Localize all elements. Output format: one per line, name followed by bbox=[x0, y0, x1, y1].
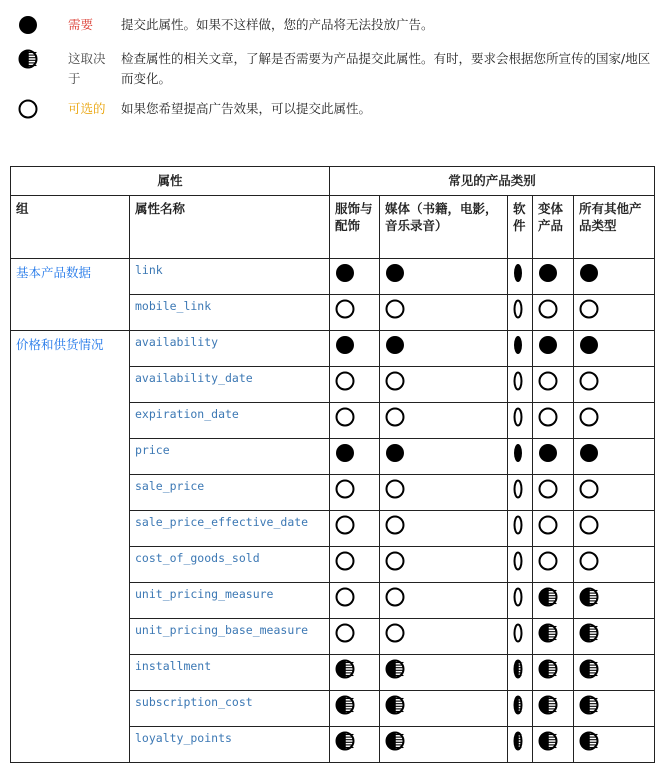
depends-icon bbox=[574, 583, 655, 619]
required-icon bbox=[380, 259, 508, 295]
legend-description: 提交此属性。如果不这样做，您的产品将无法投放广告。 bbox=[121, 17, 434, 32]
depends-icon bbox=[508, 727, 533, 763]
depends-icon bbox=[533, 691, 574, 727]
legend-label: 这取决于 bbox=[68, 51, 106, 86]
legend-label: 需要 bbox=[68, 17, 94, 32]
column-header-media: 媒体（书籍，电影，音乐录音） bbox=[380, 196, 508, 259]
required-icon bbox=[330, 439, 380, 475]
legend-description: 如果您希望提高广告效果，可以提交此属性。 bbox=[121, 101, 372, 116]
group-name: 基本产品数据 bbox=[11, 259, 130, 331]
optional-icon bbox=[330, 511, 380, 547]
header-categories: 常见的产品类别 bbox=[330, 167, 655, 196]
depends-icon bbox=[533, 583, 574, 619]
optional-icon bbox=[533, 475, 574, 511]
optional-icon bbox=[330, 583, 380, 619]
optional-icon bbox=[330, 295, 380, 331]
attribute-name-link[interactable]: link bbox=[130, 259, 330, 295]
depends-icon bbox=[330, 655, 380, 691]
optional-icon bbox=[508, 583, 533, 619]
column-header-apparel: 服饰与配饰 bbox=[330, 196, 380, 259]
optional-icon bbox=[508, 547, 533, 583]
optional-icon bbox=[574, 547, 655, 583]
optional-icon bbox=[380, 511, 508, 547]
column-header-software: 软件 bbox=[508, 196, 533, 259]
table-header-row bbox=[11, 167, 655, 196]
required-icon bbox=[508, 439, 533, 475]
optional-icon bbox=[533, 295, 574, 331]
required-icon bbox=[533, 331, 574, 367]
legend-description: 检查属性的相关文章，了解是否需要为产品提交此属性。有时，要求会根据您所宣传的国家/地区而变化。 bbox=[121, 51, 651, 86]
header-attribute: 属性 bbox=[11, 167, 330, 196]
attribute-name-link[interactable]: price bbox=[130, 439, 330, 475]
optional-icon bbox=[508, 475, 533, 511]
optional-icon bbox=[380, 475, 508, 511]
depends-icon bbox=[380, 727, 508, 763]
required-icon bbox=[380, 439, 508, 475]
optional-icon bbox=[380, 583, 508, 619]
column-header-name: 属性名称 bbox=[130, 196, 330, 259]
required-icon bbox=[508, 259, 533, 295]
optional-icon bbox=[533, 403, 574, 439]
optional-icon bbox=[380, 295, 508, 331]
depends-icon bbox=[574, 691, 655, 727]
attribute-name-link[interactable]: loyalty_points bbox=[130, 727, 330, 763]
depends-icon bbox=[380, 655, 508, 691]
optional-icon bbox=[380, 547, 508, 583]
optional-icon bbox=[574, 295, 655, 331]
table-subheader-row bbox=[11, 196, 655, 259]
optional-icon bbox=[330, 547, 380, 583]
required-icon bbox=[574, 439, 655, 475]
depends-icon bbox=[574, 727, 655, 763]
depends-icon bbox=[574, 655, 655, 691]
optional-icon bbox=[533, 511, 574, 547]
optional-icon bbox=[330, 403, 380, 439]
optional-icon bbox=[380, 367, 508, 403]
optional-icon bbox=[574, 511, 655, 547]
attribute-name-link[interactable]: unit_pricing_measure bbox=[130, 583, 330, 619]
depends-icon bbox=[574, 619, 655, 655]
depends-icon bbox=[533, 727, 574, 763]
required-icon bbox=[574, 331, 655, 367]
optional-icon bbox=[330, 619, 380, 655]
depends-icon bbox=[18, 49, 38, 69]
optional-icon bbox=[574, 475, 655, 511]
optional-icon bbox=[533, 547, 574, 583]
depends-icon bbox=[330, 691, 380, 727]
optional-icon bbox=[508, 295, 533, 331]
required-icon bbox=[533, 259, 574, 295]
column-header-other: 所有其他产品类型 bbox=[574, 196, 655, 259]
optional-icon bbox=[508, 367, 533, 403]
attribute-name-link[interactable]: availability_date bbox=[130, 367, 330, 403]
depends-icon bbox=[533, 619, 574, 655]
optional-icon bbox=[508, 403, 533, 439]
optional-icon bbox=[574, 367, 655, 403]
optional-icon bbox=[380, 403, 508, 439]
required-icon bbox=[380, 331, 508, 367]
attribute-name-link[interactable]: unit_pricing_base_measure bbox=[130, 619, 330, 655]
optional-icon bbox=[380, 619, 508, 655]
attribute-name-link[interactable]: sale_price_effective_date bbox=[130, 511, 330, 547]
optional-icon bbox=[533, 367, 574, 403]
attribute-name-link[interactable]: availability bbox=[130, 331, 330, 367]
optional-icon bbox=[508, 511, 533, 547]
required-icon bbox=[330, 331, 380, 367]
attribute-name-link[interactable]: sale_price bbox=[130, 475, 330, 511]
table-row bbox=[11, 259, 655, 295]
optional-icon bbox=[574, 403, 655, 439]
attribute-table bbox=[10, 166, 655, 763]
depends-icon bbox=[330, 727, 380, 763]
group-name: 价格和供货情况 bbox=[11, 331, 130, 763]
required-icon bbox=[18, 15, 38, 35]
depends-icon bbox=[533, 655, 574, 691]
attribute-name-link[interactable]: mobile_link bbox=[130, 295, 330, 331]
optional-icon bbox=[18, 99, 38, 119]
legend-label: 可选的 bbox=[68, 101, 106, 116]
depends-icon bbox=[508, 655, 533, 691]
depends-icon bbox=[508, 691, 533, 727]
column-header-group: 组 bbox=[11, 196, 130, 259]
table-row bbox=[11, 331, 655, 367]
optional-icon bbox=[508, 619, 533, 655]
required-icon bbox=[574, 259, 655, 295]
required-icon bbox=[508, 331, 533, 367]
required-icon bbox=[533, 439, 574, 475]
depends-icon bbox=[380, 691, 508, 727]
attribute-name-link[interactable]: subscription_cost bbox=[130, 691, 330, 727]
attribute-name-link[interactable]: cost_of_goods_sold bbox=[130, 547, 330, 583]
attribute-name-link[interactable]: expiration_date bbox=[130, 403, 330, 439]
optional-icon bbox=[330, 367, 380, 403]
required-icon bbox=[330, 259, 380, 295]
optional-icon bbox=[330, 475, 380, 511]
column-header-variants: 变体产品 bbox=[533, 196, 574, 259]
attribute-name-link[interactable]: installment bbox=[130, 655, 330, 691]
